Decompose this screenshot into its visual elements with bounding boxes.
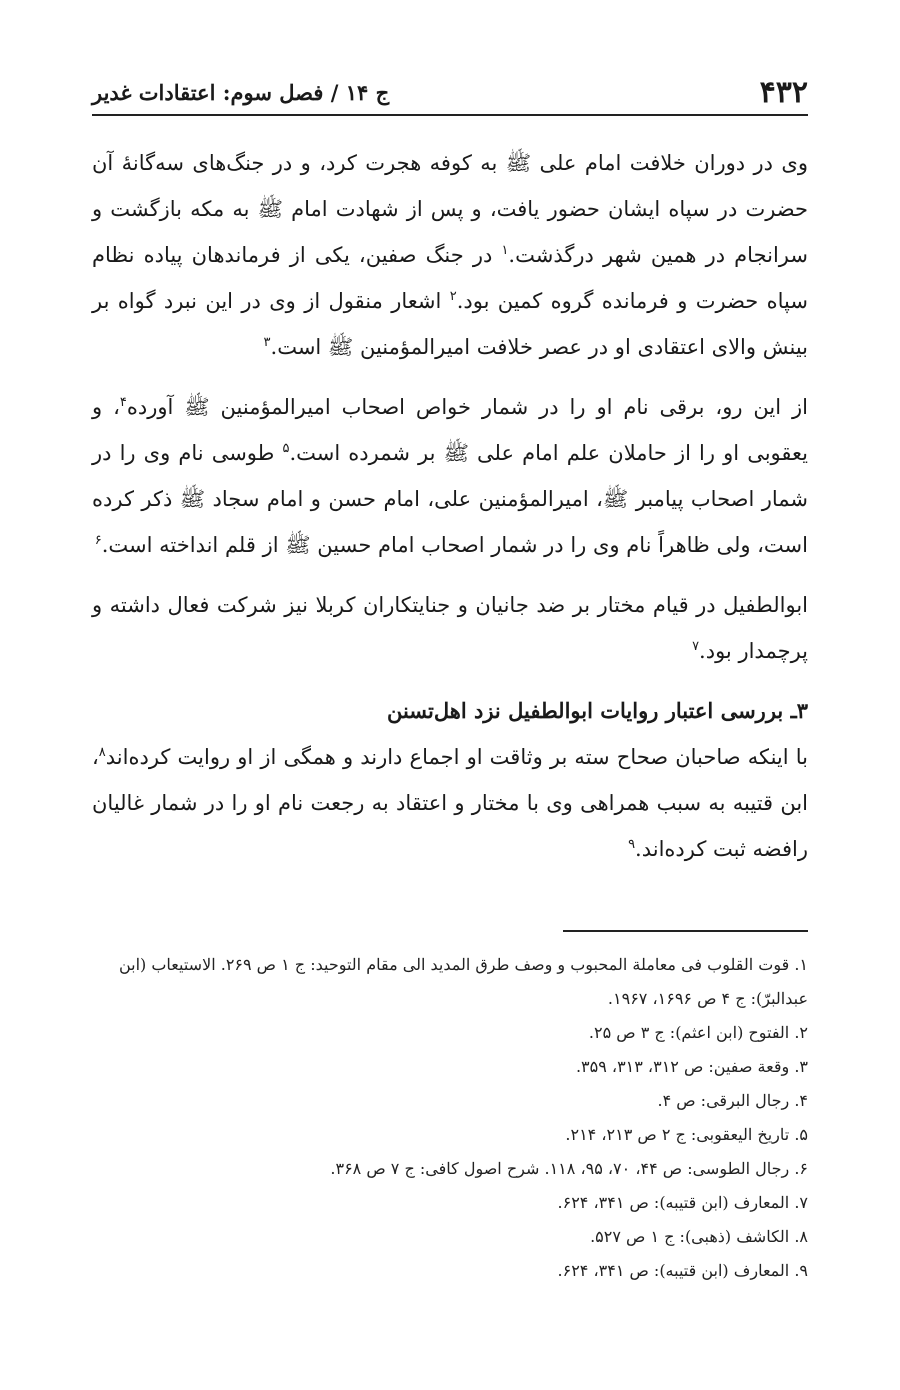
footnote-ref: ۹ — [628, 837, 636, 852]
footnote-1: ۱. قوت القلوب فی معاملة المحبوب و وصف طرق المدید الی مقام التوحید: ج ۱ ص ۲۶۹. الاستیعاب (ابن عبدالبرّ): ج ۴ ص ۱۶۹۶، ۱۹۶۷. — [118, 955, 808, 1008]
text-run: اشعار منقول از وی در این نبرد گواه بر بینش والای اعتقادی او در عصر خلافت امیرالمؤمنین ﷺ است. — [92, 289, 808, 359]
footnote-9: ۹. المعارف (ابن قتیبه): ص ۳۴۱، ۶۲۴. — [557, 1261, 808, 1280]
footnote-ref: ۵ — [282, 441, 290, 456]
text-run: طوسی نام وی را در شمار اصحاب پیامبر ﷺ، امیرالمؤمنین علی، امام حسن و امام سجاد ﷺ ذکر کرده است، ولی ظاهراً نام وی را در شمار اصحاب امام حسین ﷺ از قلم انداخته است. — [92, 441, 808, 557]
footnote-ref: ۲ — [449, 289, 457, 304]
footnote-4: ۴. رجال البرقی: ص ۴. — [657, 1091, 808, 1110]
footnote-divider — [563, 930, 808, 932]
footnote-3: ۳. وقعة صفین: ص ۳۱۲، ۳۱۳، ۳۵۹. — [575, 1057, 808, 1076]
paragraph-1 — [92, 140, 808, 370]
paragraph-2 — [92, 384, 808, 568]
footnote-ref: ۱ — [501, 243, 509, 258]
footnote-ref: ۳ — [263, 335, 271, 350]
page-header — [92, 70, 808, 116]
main-text — [92, 140, 808, 886]
running-title: ج ۱۴ / فصل سوم: اعتقادات غدیر — [92, 79, 390, 105]
footnotes — [92, 948, 808, 1288]
text-run: با اینکه صاحبان صحاح سته بر وثاقت او اجماع دارند و همگی از او روایت کرده‌اند — [105, 745, 808, 769]
footnote-ref: ۸ — [98, 745, 106, 760]
text-run: ، ابن قتیبه به سبب همراهی وی با مختار و اعتقاد به رجعت نام او را در شمار غالیان رافضه ثبت کرده‌اند. — [92, 745, 808, 861]
text-run: در جنگ صفین، یکی از فرماندهان پیاده نظام سپاه حضرت و فرمانده گروه کمین بود. — [92, 243, 808, 313]
footnote-ref: ۴ — [119, 395, 127, 410]
text-run: وی در دوران خلافت امام علی ﷺ به کوفه هجرت کرد، و در جنگ‌های سه‌گانهٔ آن حضرت در سپاه ایشان حضور یافت، و پس از شهادت امام ﷺ به مکه بازگشت و سرانجام در همین شهر درگذشت. — [92, 151, 808, 267]
paragraph-3 — [92, 582, 808, 674]
section-heading: ۳ـ بررسی اعتبار روایات ابوالطفیل نزد اهل‌تسنن — [386, 698, 808, 723]
text-run: ، و یعقوبی او را از حاملان علم امام علی ﷺ بر شمرده است. — [92, 395, 808, 465]
footnote-8: ۸. الکاشف (ذهبی): ج ۱ ص ۵۲۷. — [590, 1227, 808, 1246]
text-run: ابوالطفیل در قیام مختار بر ضد جانیان و جنایتکاران کربلا نیز شرکت فعال داشته و پرچمدار بود. — [92, 593, 808, 663]
footnote-2: ۲. الفتوح (ابن اعثم): ج ۳ ص ۲۵. — [588, 1023, 808, 1042]
footnote-6: ۶. رجال الطوسی: ص ۴۴، ۷۰، ۹۵، ۱۱۸. شرح اصول کافی: ج ۷ ص ۳۶۸. — [330, 1159, 808, 1178]
page-number: ۴۳۲ — [759, 74, 808, 110]
text-run: از این رو، برقی نام او را در شمار خواص اصحاب امیرالمؤمنین ﷺ آورده — [126, 395, 808, 419]
footnote-5: ۵. تاریخ الیعقوبی: ج ۲ ص ۲۱۳، ۲۱۴. — [565, 1125, 808, 1144]
paragraph-4 — [92, 734, 808, 872]
footnote-ref: ۷ — [692, 639, 700, 654]
footnote-ref: ۶ — [94, 533, 102, 548]
footnote-7: ۷. المعارف (ابن قتیبه): ص ۳۴۱، ۶۲۴. — [557, 1193, 808, 1212]
